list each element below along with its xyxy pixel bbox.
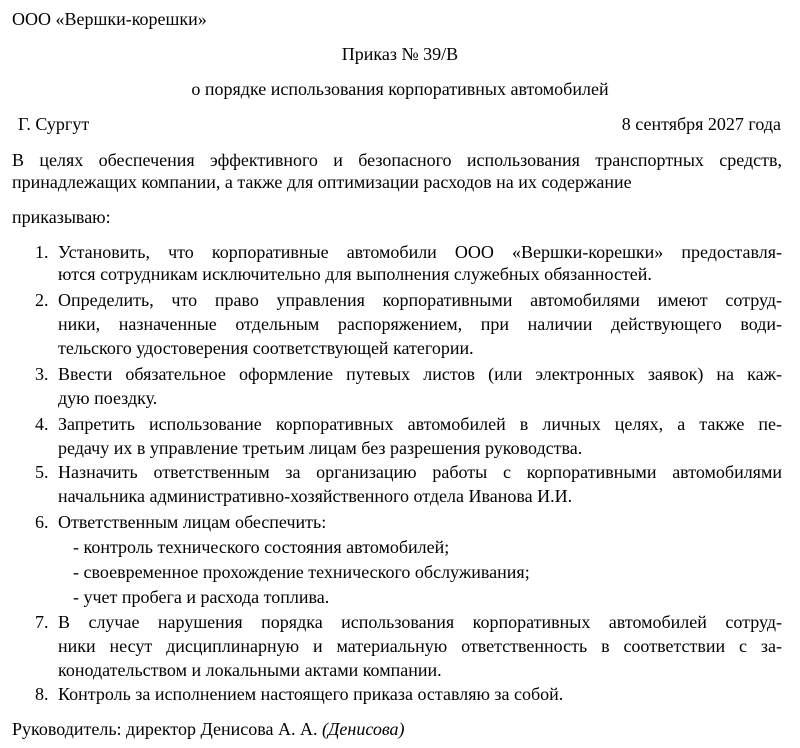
company-name: ООО «Вершки-корешки» <box>12 9 207 29</box>
item-7-line-3: конодательством и локальными актами компании. <box>58 660 442 680</box>
subitem: - учет пробега и расхода топлива. <box>73 587 330 607</box>
item-number: 6. <box>35 512 49 532</box>
item-1-line-1: Установить, что корпоративные автомобили ООО «Вершки-корешки» предоставля- <box>58 242 782 262</box>
item-5-line-1: Назначить ответственным за организацию работы с корпоративными автомобилями <box>58 462 782 482</box>
item-6-line-1: Ответственным лицам обеспечить: <box>58 512 327 532</box>
item-number: 2. <box>35 290 49 310</box>
item-3-line-1: Ввести обязательное оформление путевых листов (или электронных заявок) на каж- <box>58 364 782 384</box>
signature-label: Руководитель: директор Денисова А. А. <box>12 719 318 739</box>
item-4-line-1: Запретить использование корпоративных автомобилей в личных целях, а также пе- <box>58 414 782 434</box>
subitem: - контроль технического состояния автомобилей; <box>73 537 450 557</box>
item-number: 7. <box>35 612 49 632</box>
order-date: 8 сентября 2027 года <box>621 114 781 134</box>
item-8-line-1: Контроль за исполнением настоящего приказа оставляю за собой. <box>58 684 564 704</box>
order-subject: о порядке использования корпоративных автомобилей <box>191 79 609 99</box>
item-2-line-3: тельского удостоверения соответствующей категории. <box>58 338 474 358</box>
item-2-line-1: Определить, что право управления корпоративными автомобилями имеют сотруд- <box>58 290 782 310</box>
decree-word: приказываю: <box>12 207 111 227</box>
item-number: 5. <box>35 462 49 482</box>
subitem: - своевременное прохождение технического обслуживания; <box>73 562 530 582</box>
item-4-line-2: редачу их в управление третьим лицам без разрешения руководства. <box>58 438 583 458</box>
item-1-line-2: ются сотрудникам исключительно для выполнения служебных обязанностей. <box>58 264 652 284</box>
item-3-line-2: дую поездку. <box>58 388 158 408</box>
signature-name: (Денисова) <box>321 719 405 739</box>
signature-line <box>12 718 405 740</box>
item-2-line-2: ники, назначенные отдельным распоряжением, при наличии действующего води- <box>58 314 782 334</box>
preamble-line-1: В целях обеспечения эффективного и безопасного использования транспортных средств, <box>12 150 782 170</box>
city: Г. Сургут <box>18 114 90 134</box>
order-title: Приказ № 39/В <box>341 44 459 64</box>
item-number: 1. <box>35 242 49 262</box>
item-number: 4. <box>35 414 49 434</box>
item-number: 3. <box>35 364 49 384</box>
item-7-line-2: ники несут дисциплинарную и материальную ответственность в соответствии с за- <box>58 636 782 656</box>
item-5-line-2: начальника административно-хозяйственного отдела Иванова И.И. <box>58 486 573 506</box>
preamble-line-2: принадлежащих компании, а также для оптимизации расходов на их содержание <box>12 172 632 192</box>
item-7-line-1: В случае нарушения порядка использования корпоративных автомобилей сотруд- <box>58 612 782 632</box>
item-number: 8. <box>35 684 49 704</box>
